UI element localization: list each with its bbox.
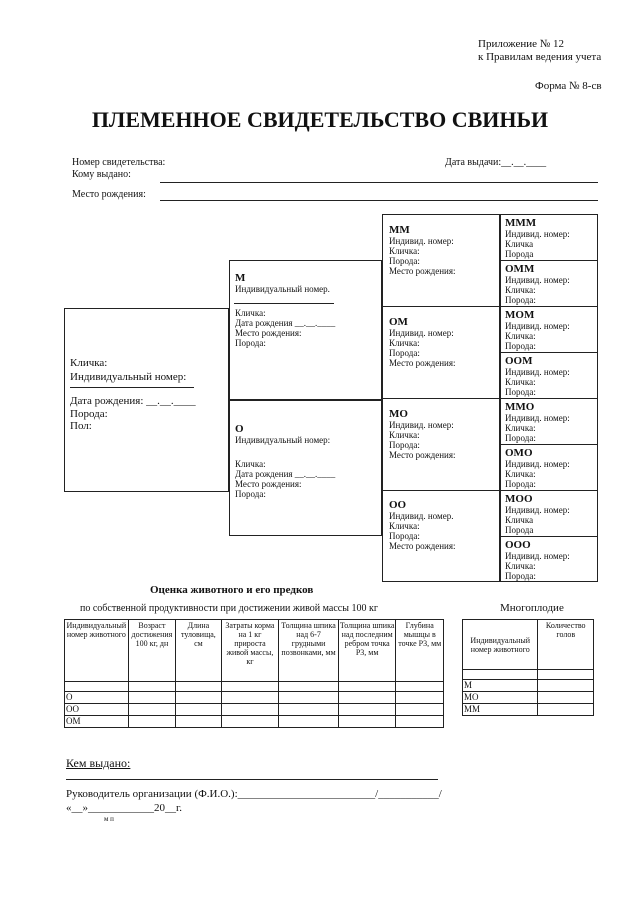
animal-id: Индивидуальный номер: (70, 371, 187, 383)
fertility-header-cell: Количество голов (538, 620, 594, 670)
grandparent-oo (386, 497, 498, 553)
grandparent-name: Кличка: (389, 521, 420, 531)
evaluation-header-cell: Затраты корма на 1 кг прироста живой массы, кг (221, 620, 279, 682)
animal-name: Кличка: (70, 357, 108, 369)
great-grandparent-id: Индивид. номер: (505, 505, 570, 515)
evaluation-table (64, 619, 444, 728)
parent-m-id-line (234, 303, 334, 304)
table-row-label: МО (463, 692, 538, 704)
signature-date: «__»____________20__г. (66, 802, 183, 814)
great-grandparent-code: МОМ (505, 309, 535, 321)
issued-by-line (66, 779, 438, 780)
great-grandparent-omo (502, 445, 597, 491)
parent-o-cell (232, 421, 380, 501)
fertility-header-cell: Индивидуальный номер животного (463, 620, 538, 670)
issued-to-line (160, 182, 598, 183)
seal-mark: м п (104, 815, 114, 823)
great-grandparent-mmo (502, 399, 597, 445)
grandparent-name: Кличка: (389, 430, 420, 440)
great-grandparent-name: Кличка (505, 239, 534, 249)
great-grandparent-mom (502, 307, 597, 353)
great-grandparent-id: Индивид. номер: (505, 321, 570, 331)
form-number: Форма № 8-св (535, 80, 602, 92)
parent-o-birthplace: Место рождения: (235, 479, 302, 489)
table-row-label (65, 682, 129, 692)
animal-birth-date: Дата рождения: __.__.____ (70, 395, 196, 407)
animal-breed: Порода: (70, 408, 108, 420)
birthplace-line (160, 200, 598, 201)
great-grandparent-breed: Порода: (505, 387, 536, 397)
table-row-label: ММ (463, 704, 538, 716)
great-grandparent-breed: Порода: (505, 571, 536, 581)
table-row-label: О (65, 692, 129, 704)
great-grandparent-id: Индивид. номер: (505, 229, 570, 239)
grandparent-birthplace: Место рождения: (389, 266, 456, 276)
great-grandparent-moo (502, 491, 597, 537)
great-grandparent-ooo (502, 537, 597, 583)
parent-m-birthplace: Место рождения: (235, 328, 302, 338)
evaluation-header-cell: Глубина мышцы в точке Р3, мм (396, 620, 444, 682)
grandparent-code: ОО (389, 499, 407, 511)
parent-o-birth-date: Дата рождения __.__.____ (235, 469, 336, 479)
great-grandparent-name: Кличка (505, 515, 534, 525)
grandparent-mo (386, 406, 498, 462)
evaluation-title: Оценка животного и его предков (150, 584, 314, 596)
great-grandparent-code: МММ (505, 217, 537, 229)
great-grandparent-breed: Порода: (505, 433, 536, 443)
grandparent-mm (386, 222, 498, 278)
great-grandparent-name: Кличка: (505, 469, 536, 479)
great-grandparent-breed: Порода: (505, 341, 536, 351)
grandparent-id: Индивид. номер: (389, 328, 454, 338)
evaluation-header-cell: Толщина шпика над последним ребром точка Р3, мм (338, 620, 396, 682)
table-row-label: ОО (65, 704, 129, 716)
issued-to-label: Кому выдано: (72, 169, 131, 180)
parent-m-breed: Порода: (235, 338, 266, 348)
head-signature-line: Руководитель организации (Ф.И.О.):_________________________/___________/ (66, 788, 442, 800)
great-grandparent-code: ММО (505, 401, 535, 413)
parent-m-id: Индивидуальный номер. (235, 284, 330, 294)
fertility-title: Многоплодие (500, 602, 564, 614)
great-grandparent-name: Кличка: (505, 423, 536, 433)
great-grandparent-code: ОММ (505, 263, 535, 275)
great-grandparent-omm (502, 261, 597, 307)
great-grandparent-breed: Порода: (505, 479, 536, 489)
grandparent-code: МО (389, 408, 408, 420)
table-row-label: М (463, 680, 538, 692)
animal-sex: Пол: (70, 420, 92, 432)
great-grandparent-name: Кличка: (505, 285, 536, 295)
grandparent-id: Индивид. номер: (389, 236, 454, 246)
grandparent-breed: Порода: (389, 256, 420, 266)
grandparent-code: ОМ (389, 316, 408, 328)
great-grandparent-breed: Порода (505, 525, 534, 535)
great-grandparent-name: Кличка: (505, 377, 536, 387)
parent-o-breed: Порода: (235, 489, 266, 499)
great-grandparent-id: Индивид. номер: (505, 459, 570, 469)
grandparent-birthplace: Место рождения: (389, 541, 456, 551)
grandparent-birthplace: Место рождения: (389, 358, 456, 368)
great-grandparent-id: Индивид. номер: (505, 367, 570, 377)
appendix-number: Приложение № 12 (478, 38, 565, 50)
grandparent-code: ММ (389, 224, 410, 236)
evaluation-header-cell: Длина туловища, см (176, 620, 221, 682)
grandparent-breed: Порода: (389, 440, 420, 450)
great-grandparent-breed: Порода (505, 249, 534, 259)
grandparent-name: Кличка: (389, 338, 420, 348)
fertility-table (462, 619, 594, 716)
evaluation-subtitle: по собственной продуктивности при достижении живой массы 100 кг (80, 603, 378, 614)
grandparent-id: Индивид. номер. (389, 511, 454, 521)
grandparent-id: Индивид. номер: (389, 420, 454, 430)
parent-o-id: Индивидуальный номер: (235, 435, 331, 445)
great-grandparent-id: Индивид. номер: (505, 275, 570, 285)
evaluation-header-cell: Индивидуальный номер животного (65, 620, 129, 682)
grandparent-birthplace: Место рождения: (389, 450, 456, 460)
great-grandparent-name: Кличка: (505, 561, 536, 571)
parent-m-birth-date: Дата рождения __.__.____ (235, 318, 336, 328)
grandparent-breed: Порода: (389, 348, 420, 358)
great-grandparent-id: Индивид. номер: (505, 551, 570, 561)
animal-id-line (70, 387, 194, 388)
great-grandparent-code: МОО (505, 493, 533, 505)
great-grandparent-breed: Порода: (505, 295, 536, 305)
birthplace-label: Место рождения: (72, 189, 146, 200)
parent-m-cell (232, 270, 380, 350)
great-grandparent-code: ООО (505, 539, 531, 551)
great-grandparent-mmm (502, 215, 597, 261)
parent-o-name: Кличка: (235, 459, 266, 469)
great-grandparent-code: ООМ (505, 355, 533, 367)
grandparent-breed: Порода: (389, 531, 420, 541)
issue-date-label: Дата выдачи:__.__.____ (445, 157, 547, 168)
evaluation-header-cell: Толщина шпика над 6-7 грудными позвонками, мм (279, 620, 339, 682)
great-grandparent-id: Индивид. номер: (505, 413, 570, 423)
great-grandparent-code: ОМО (505, 447, 533, 459)
great-grandparent-name: Кличка: (505, 331, 536, 341)
parent-m-code: М (235, 272, 246, 284)
appendix-rules: к Правилам ведения учета (478, 51, 602, 63)
certificate-number-label: Номер свидетельства: (72, 157, 166, 168)
great-grandparent-oom (502, 353, 597, 399)
table-row-label (463, 670, 538, 680)
grandparent-om (386, 314, 498, 370)
evaluation-header-cell: Возраст достижения 100 кг, дн (128, 620, 176, 682)
issued-by-label: Кем выдано: (66, 756, 131, 770)
parent-m-name: Кличка: (235, 308, 266, 318)
parent-o-code: О (235, 423, 244, 435)
page-title: ПЛЕМЕННОЕ СВИДЕТЕЛЬСТВО СВИНЬИ (91, 107, 549, 132)
table-row-label: ОМ (65, 716, 129, 728)
grandparent-name: Кличка: (389, 246, 420, 256)
